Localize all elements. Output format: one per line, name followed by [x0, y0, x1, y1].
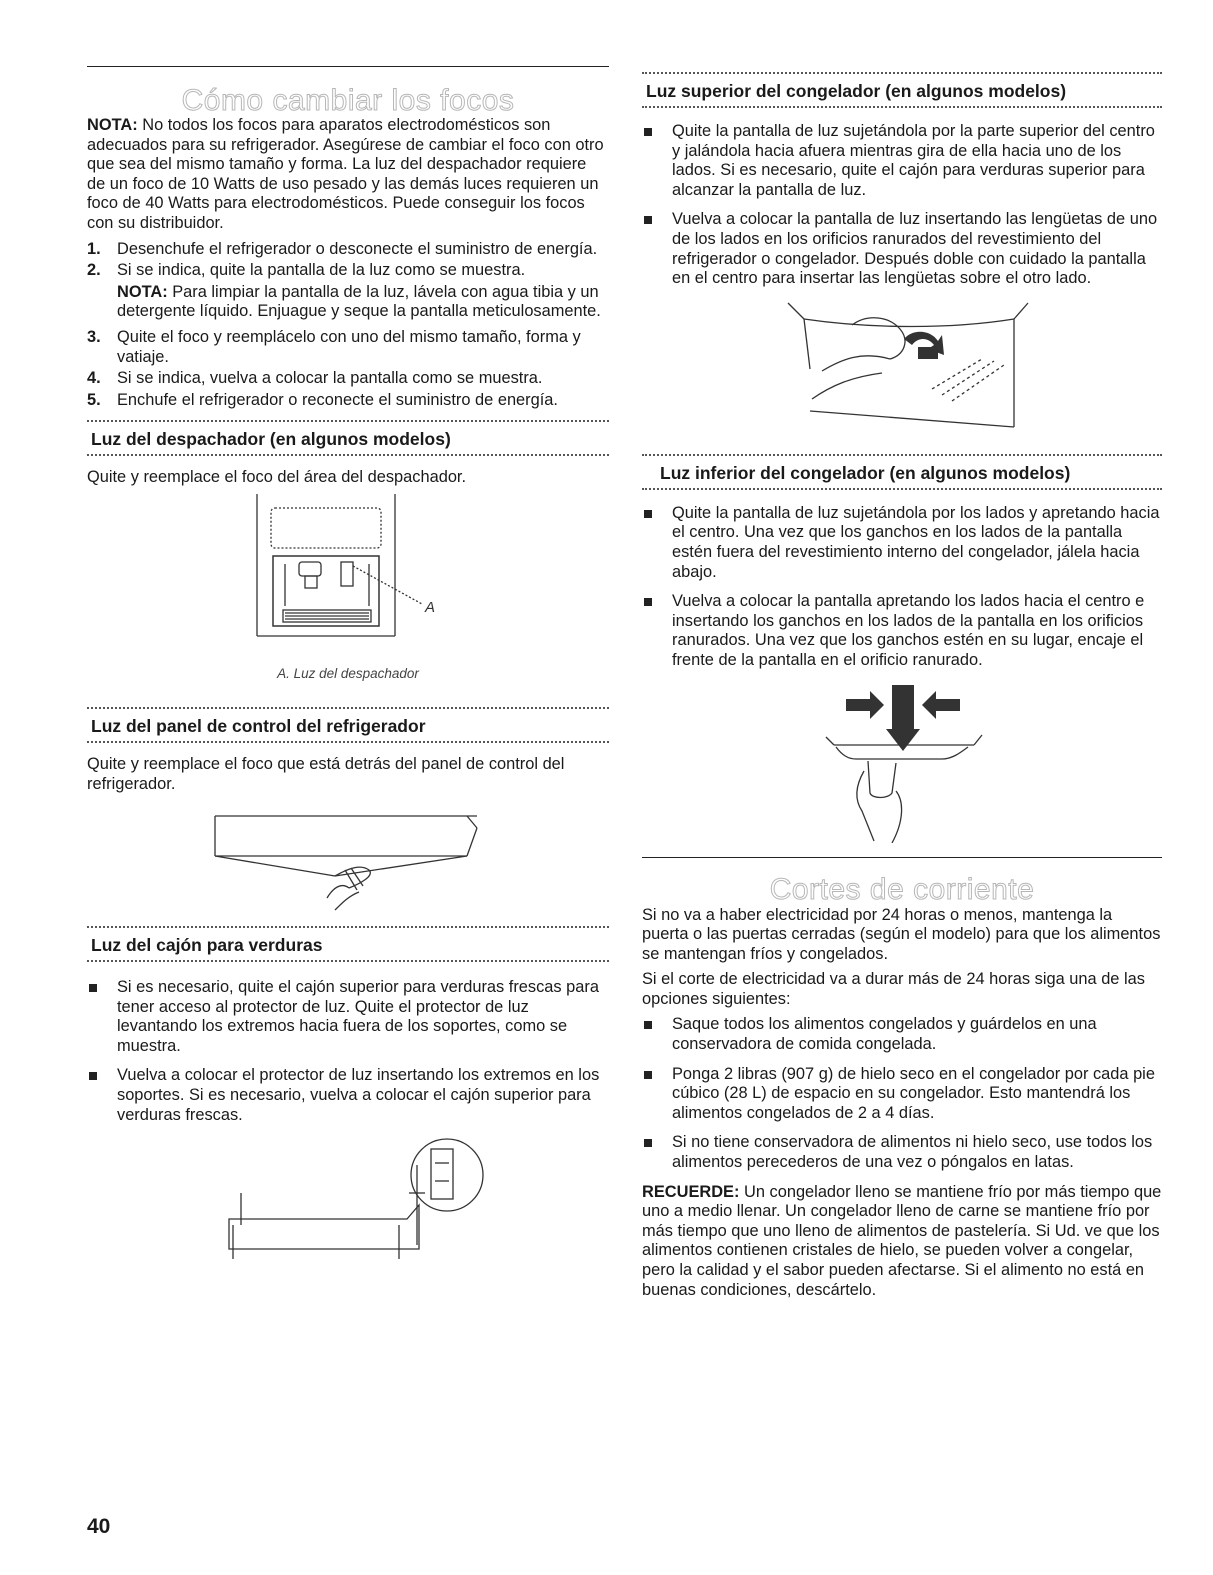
step-item [87, 328, 609, 367]
section-rule [87, 66, 609, 67]
step-text: Si se indica, quite la pantalla de la luz como se muestra. [117, 261, 526, 280]
bullet-item [642, 210, 1162, 288]
step-number: 1. [87, 239, 101, 258]
bullet-text: Vuelva a colocar la pantalla apretando los lados hacia el centro e insertando los ganchos en los lados de la pantalla en los orificios ranurados. Una vez que los ganchos estén en su lugar, encaje el frente de la pantalla en el orificio ranurado. [672, 592, 1145, 669]
steps-list-cont [87, 328, 609, 410]
dotted-rule [87, 741, 609, 743]
bullet-item [642, 1015, 1162, 1054]
remember-paragraph [642, 1183, 1162, 1301]
lower-freezer-drawing [642, 681, 1162, 843]
dispenser-text: Quite y reemplace el foco del área del despachador. [87, 468, 467, 487]
dotted-rule [87, 707, 609, 709]
bullet-item [642, 122, 1162, 200]
bullet-text: Quite la pantalla de luz sujetándola por la parte superior del centro y jalándola hacia afuera mientras gira de ella hacia uno de los lados. Si es necesario, quite el cajón para verduras superior para alcanzar la pantalla de luz. [672, 122, 1155, 199]
note-label: NOTA: [117, 282, 168, 301]
dotted-rule [87, 926, 609, 928]
heading-crisper-light: Luz del cajón para verduras [91, 935, 323, 956]
lower-freezer-bullets [642, 504, 1162, 671]
step-number: 2. [87, 261, 101, 280]
squeeze-arrows-icon [846, 685, 960, 751]
bullet-text: Vuelva a colocar el protector de luz insertando los extremos en los soportes. Si es necesario, vuelva a colocar el cajón superior para verduras frescas. [117, 1066, 600, 1124]
bullet-item [642, 1065, 1162, 1124]
bullet-text: Ponga 2 libras (907 g) de hielo seco en el congelador por cada pie cúbico (28 L) de espacio en su congelador. Esto mantendrá los alimentos congelados de 2 a 4 días. [672, 1064, 1155, 1122]
note-label: NOTA: [87, 116, 138, 134]
bullet-text: Si es necesario, quite el cajón superior para verduras frescas para tener acceso al protector de luz. Quite el protector de luz levantando los extremos hacia fuera de los soportes, como se muestra. [117, 978, 599, 1055]
bullet-item [87, 1066, 609, 1125]
outage-bullets [642, 1015, 1162, 1172]
dispenser-illustration [87, 494, 609, 664]
note-text: Para limpiar la pantalla de la luz, lávela con agua tibia y un detergente líquido. Enjuague y seque la pantalla meticulosamente. [117, 282, 601, 321]
bullet-square-icon [644, 128, 652, 136]
bullet-item [87, 978, 609, 1056]
step-text: Enchufe el refrigerador o reconecte el suministro de energía. [117, 390, 558, 409]
remember-label: RECUERDE: [642, 1182, 740, 1201]
step-number: 4. [87, 369, 101, 388]
step-item [87, 391, 609, 411]
heading-upper-freezer-light: Luz superior del congelador (en algunos modelos) [646, 81, 1067, 101]
dotted-rule [87, 420, 609, 422]
step-number: 5. [87, 390, 101, 409]
step-number: 3. [87, 327, 101, 346]
bullet-item [642, 592, 1162, 670]
right-column [642, 0, 1162, 1300]
bullet-square-icon [644, 598, 652, 606]
rotate-arrow-icon [904, 331, 944, 358]
section-title-bulbs: Cómo cambiar los focos [181, 84, 515, 117]
outage-p1: Si no va a haber electricidad por 24 horas o menos, mantenga la puerta o las puertas cerradas (según el modelo) para que los alimentos se mantengan fríos y congelados. [642, 905, 1161, 963]
bullet-square-icon [89, 1072, 97, 1080]
outage-p2: Si el corte de electricidad va a durar más de 24 horas siga una de las opciones siguientes: [642, 970, 1145, 1008]
dispenser-drawing [87, 494, 609, 664]
left-column [87, 0, 609, 1265]
step-item [87, 261, 609, 281]
note-text: No todos los focos para aparatos electrodomésticos son adecuados para su refrigerador. Asegúrese de cambiar el foco con otro que sea del mismo tamaño y forma. La luz del despachador requiere de un foco de 10 Watts de uso pesado y las demás luces requieren un foco de 40 Watts para electrodomésticos. Puede conseguir los focos con su distribuidor. [87, 116, 604, 232]
remember-text: Un congelador lleno se mantiene frío por más tiempo que uno a medio llenar. Un congelador lleno de carne se mantiene frío por más tiempo que uno lleno de alimentos de pastelería. Si Ud. ve que los alimentos contienen cristales de hielo, se pueden volver a congelar, pero la calidad y el sabor pueden afectarse. Si el alimento no está en buenas condiciones, descártelo. [642, 1182, 1162, 1299]
dotted-rule [87, 960, 609, 962]
control-panel-illustration [87, 798, 609, 918]
bullet-item [642, 1133, 1162, 1172]
step2-note [87, 283, 609, 322]
bullet-text: Si no tiene conservadora de alimentos ni hielo seco, use todos los alimentos perecederos de una vez o póngalos en latas. [672, 1133, 1153, 1172]
bullet-square-icon [644, 510, 652, 518]
bullet-square-icon [89, 984, 97, 992]
crisper-bullets [87, 978, 609, 1125]
bullet-square-icon [644, 216, 652, 224]
upper-freezer-bullets [642, 122, 1162, 289]
heading-dispenser-light: Luz del despachador (en algunos modelos) [91, 429, 451, 450]
step-item [87, 240, 609, 260]
step-text: Quite el foco y reemplácelo con uno del mismo tamaño, forma y vatiaje. [117, 327, 581, 366]
bullet-text: Quite la pantalla de luz sujetándola por los lados y apretando hacia el centro. Una vez que los ganchos en los lados de la pantalla estén fuera del revestimiento interno del congelador, jálela hacia abajo. [672, 503, 1160, 581]
dotted-rule [642, 106, 1162, 108]
bullet-square-icon [644, 1071, 652, 1079]
upper-freezer-drawing [642, 299, 1162, 444]
bullet-square-icon [644, 1139, 652, 1147]
bullet-text: Vuelva a colocar la pantalla de luz insertando las lengüetas de uno de los lados en los orificios ranurados del revestimiento del refrigerador o congelador. Después doble con cuidado la pantalla en el centro para insertar las lengüetas sobre el otro lado. [672, 210, 1158, 288]
crisper-drawing [87, 1135, 609, 1265]
lower-freezer-illustration [642, 681, 1162, 843]
section-title-outages: Cortes de corriente [769, 872, 1035, 906]
section-rule [642, 857, 1162, 858]
heading-lower-freezer-light: Luz inferior del congelador (en algunos modelos) [660, 462, 1071, 483]
crisper-illustration [87, 1135, 609, 1265]
control-panel-drawing [87, 798, 609, 918]
dotted-rule [642, 72, 1162, 74]
dotted-rule [87, 454, 609, 456]
bullet-square-icon [644, 1021, 652, 1029]
intro-note [87, 116, 609, 234]
step-text: Si se indica, vuelva a colocar la pantalla como se muestra. [117, 369, 543, 388]
dispenser-caption: A. Luz del despachador [277, 665, 419, 681]
steps-list [87, 240, 609, 281]
page-number: 40 [87, 1515, 111, 1538]
callout-a: A [425, 598, 436, 616]
bullet-text: Saque todos los alimentos congelados y guárdelos en una conservadora de comida congelada. [672, 1015, 1097, 1054]
bullet-item [642, 504, 1162, 582]
step-item [87, 369, 609, 389]
step-text: Desenchufe el refrigerador o desconecte el suministro de energía. [117, 239, 598, 258]
dotted-rule [642, 488, 1162, 490]
control-panel-text: Quite y reemplace el foco que está detrás del panel de control del refrigerador. [87, 754, 565, 793]
dotted-rule [642, 454, 1162, 456]
heading-control-panel-light: Luz del panel de control del refrigerador [91, 715, 426, 736]
upper-freezer-illustration [642, 299, 1162, 444]
